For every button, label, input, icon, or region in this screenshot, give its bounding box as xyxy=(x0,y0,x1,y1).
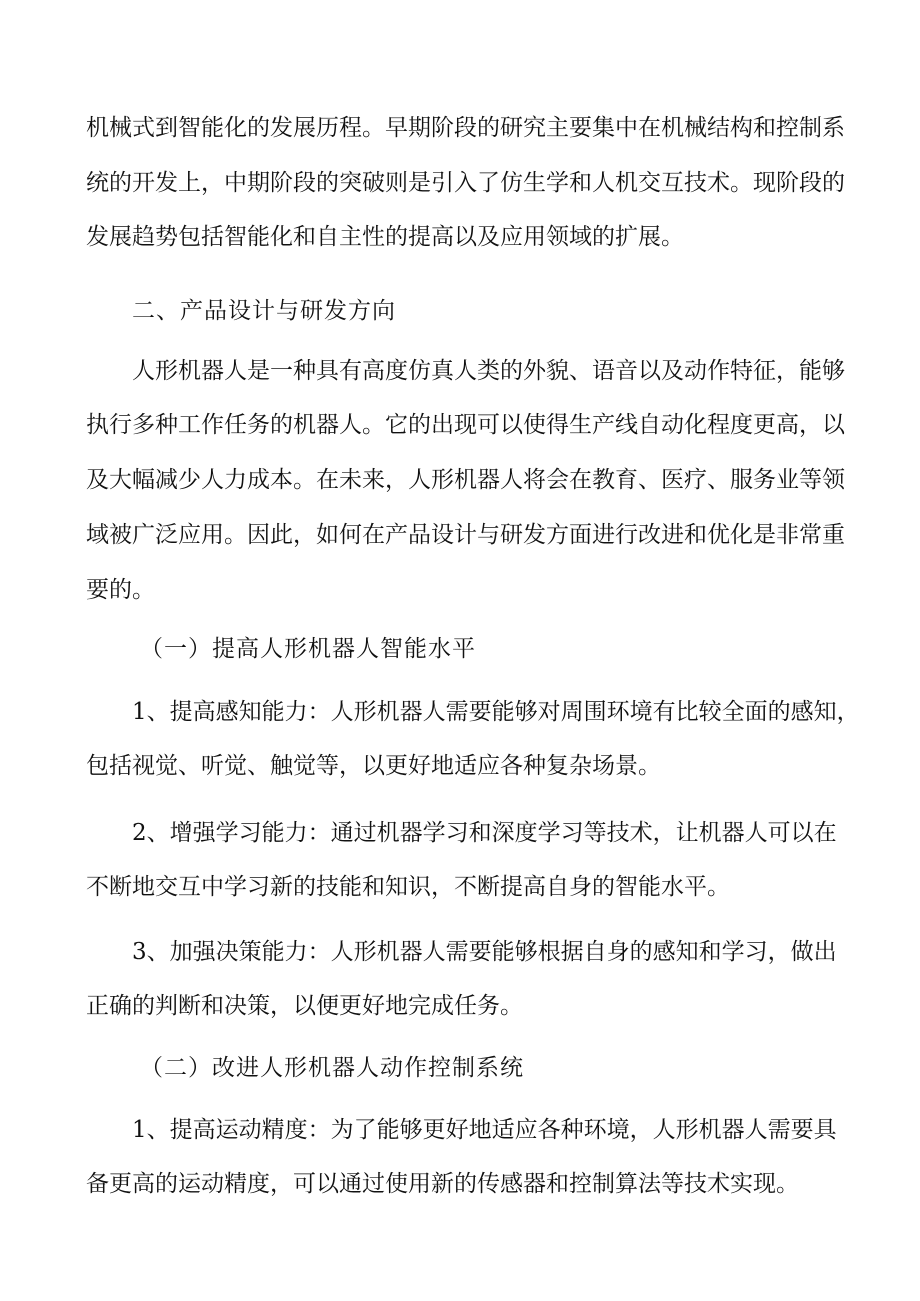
text-line: 1、提高运动精度：为了能够更好地适应各种环境，人形机器人需要具 xyxy=(132,1117,837,1143)
subsection-heading: （二）改进人形机器人动作控制系统 xyxy=(140,1055,524,1081)
text-line: 1、提高感知能力：人形机器人需要能够对周围环境有比较全面的感知， xyxy=(132,699,860,725)
text-line: 包括视觉、听觉、触觉等，以更好地适应各种复杂场景。 xyxy=(86,753,661,779)
text-line: 正确的判断和决策，以便更好地完成任务。 xyxy=(86,993,523,1019)
text-line: 要的。 xyxy=(86,577,155,603)
text-line: 发展趋势包括智能化和自主性的提高以及应用领域的扩展。 xyxy=(86,224,684,250)
text-line: 2、增强学习能力：通过机器学习和深度学习等技术，让机器人可以在 xyxy=(132,820,837,846)
text-line: 不断地交互中学习新的技能和知识，不断提高自身的智能水平。 xyxy=(86,874,730,900)
text-line: 机械式到智能化的发展历程。早期阶段的研究主要集中在机械结构和控制系 xyxy=(86,115,845,141)
text-line: 人形机器人是一种具有高度仿真人类的外貌、语音以及动作特征，能够 xyxy=(132,358,845,384)
text-line: 执行多种工作任务的机器人。它的出现可以使得生产线自动化程度更高，以 xyxy=(86,412,845,438)
text-line: 及大幅减少人力成本。在未来，人形机器人将会在教育、医疗、服务业等领 xyxy=(86,467,845,493)
section-heading: 二、产品设计与研发方向 xyxy=(132,298,396,324)
subsection-heading: （一）提高人形机器人智能水平 xyxy=(140,636,476,662)
text-line: 备更高的运动精度，可以通过使用新的传感器和控制算法等技术实现。 xyxy=(86,1171,799,1197)
text-line: 3、加强决策能力：人形机器人需要能够根据自身的感知和学习，做出 xyxy=(132,939,837,965)
text-line: 统的开发上，中期阶段的突破则是引入了仿生学和人机交互技术。现阶段的 xyxy=(86,170,845,196)
text-line: 域被广泛应用。因此，如何在产品设计与研发方面进行改进和优化是非常重 xyxy=(86,522,845,548)
